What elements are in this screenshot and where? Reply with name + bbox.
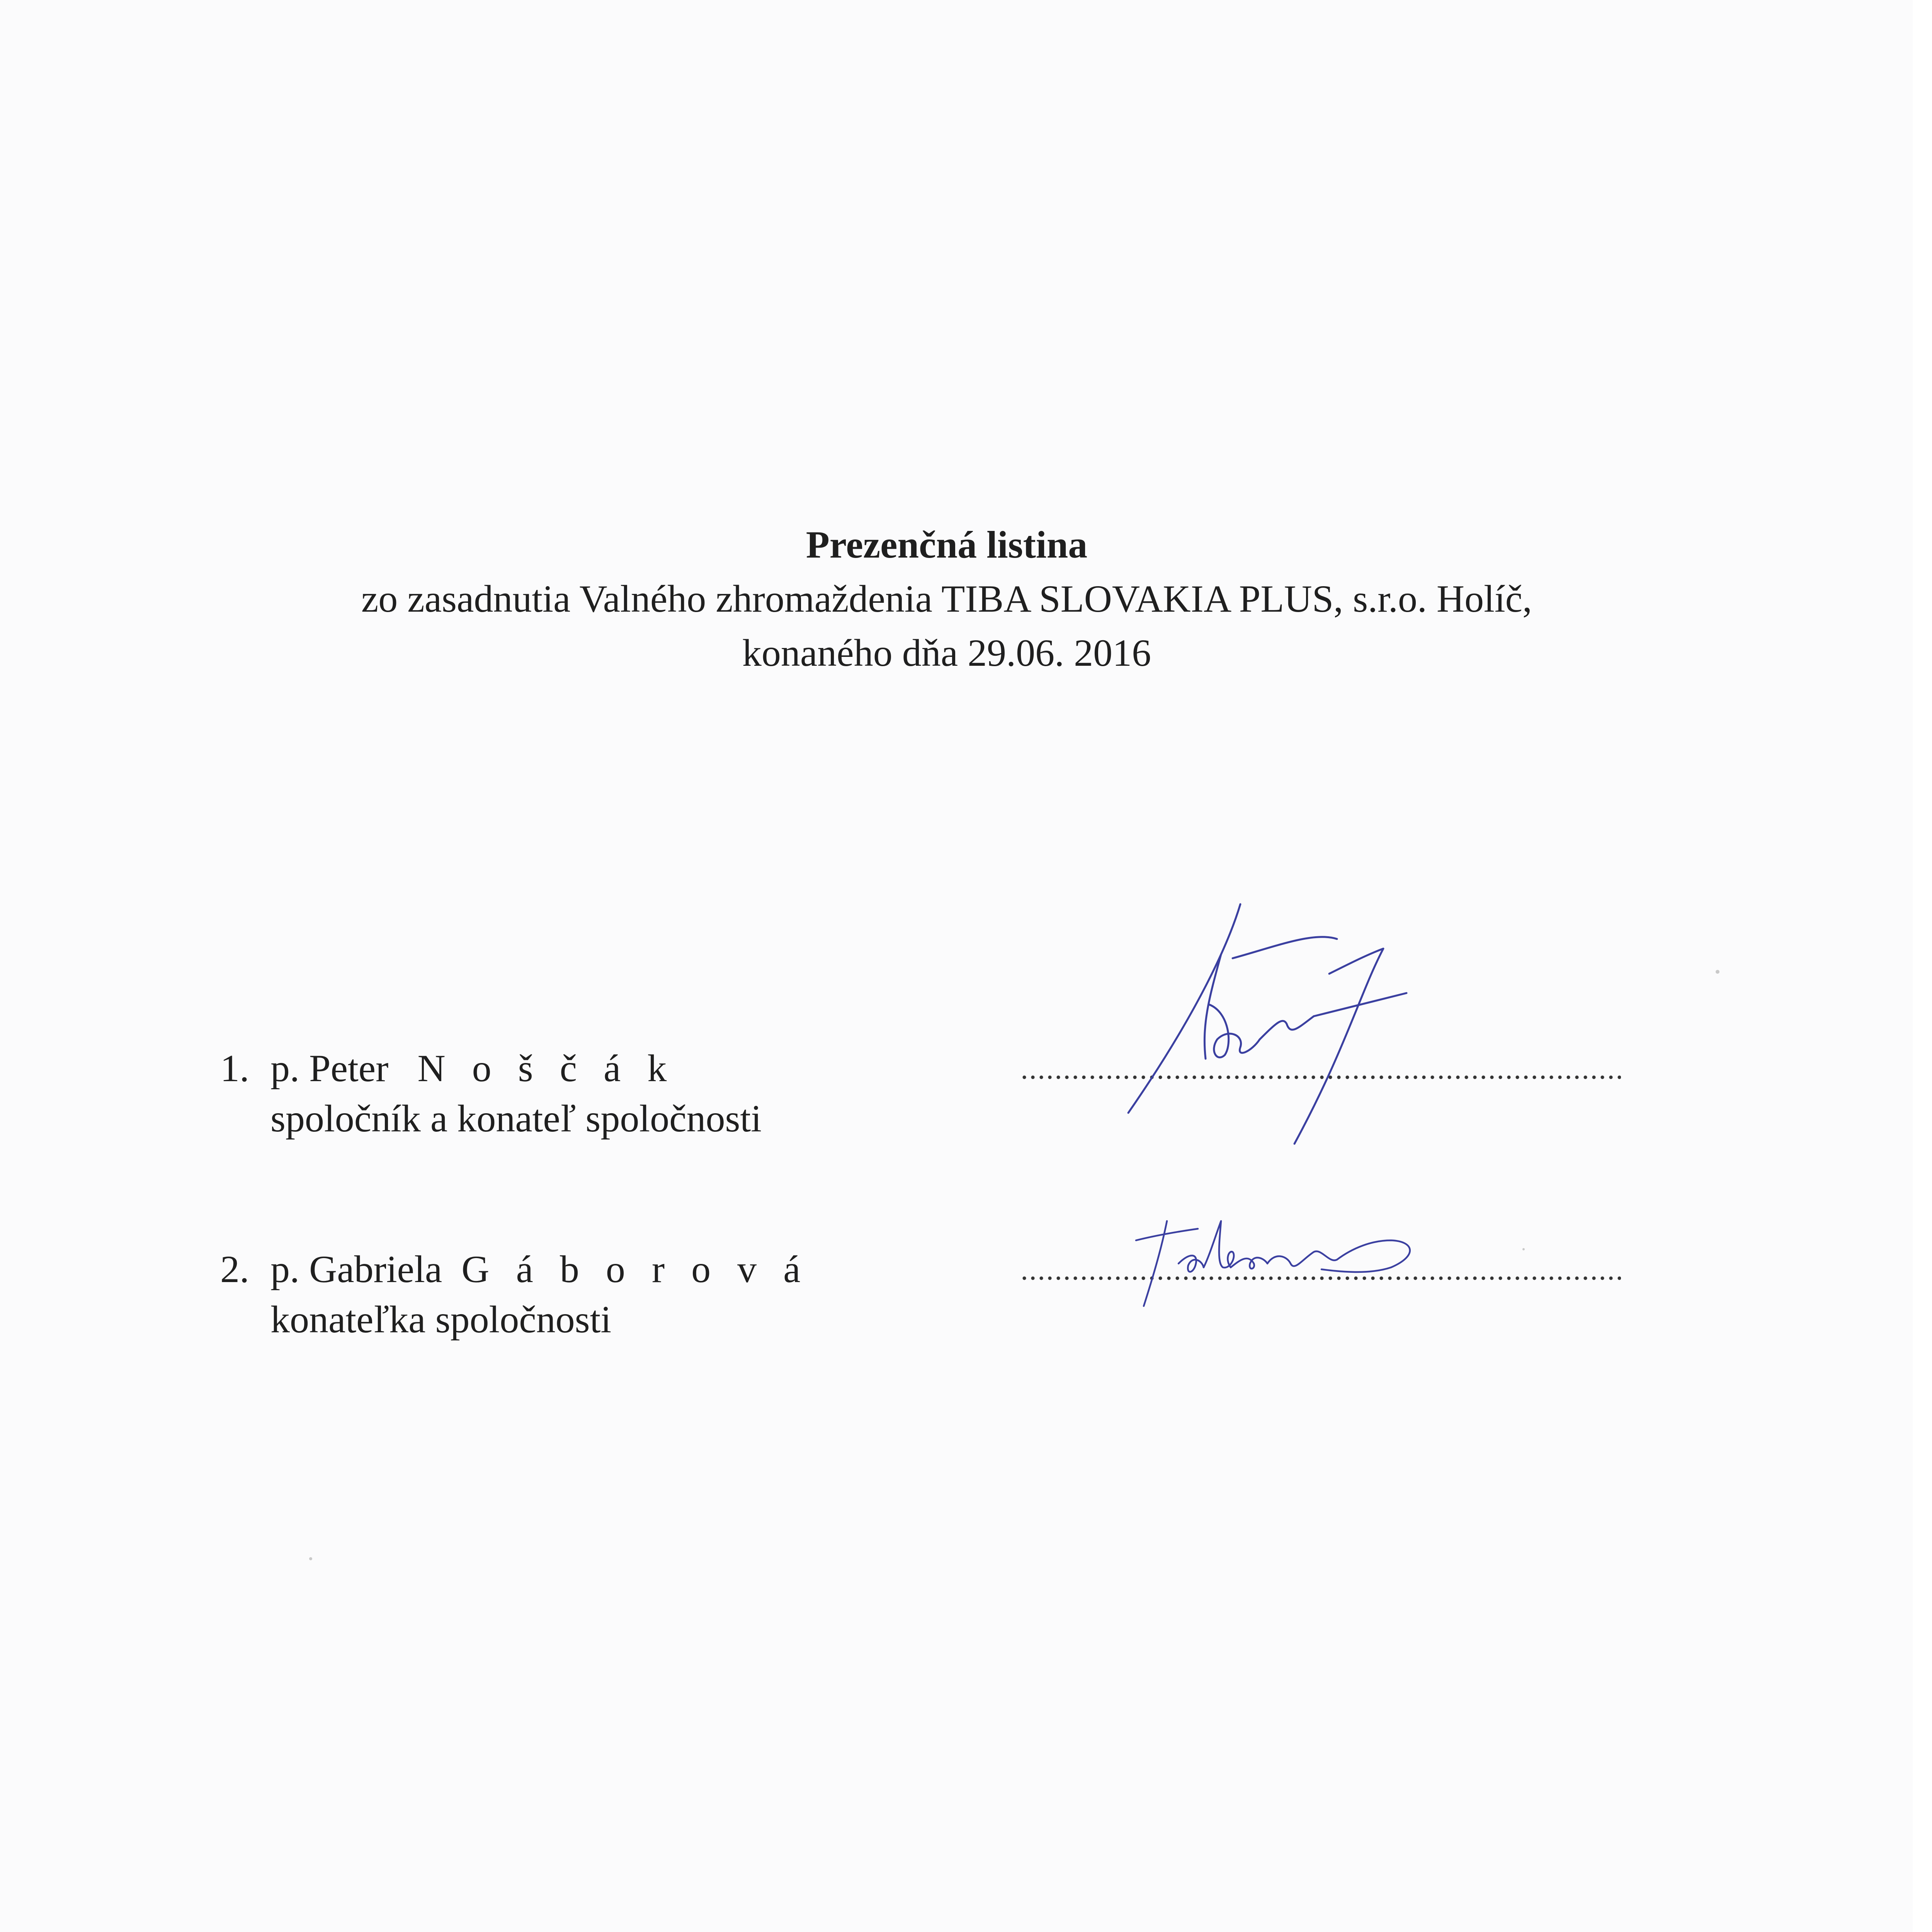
document-heading xyxy=(193,518,1700,680)
attendee-number: 1. xyxy=(220,1047,249,1090)
document-title: Prezenčná listina xyxy=(806,523,1088,566)
scan-margin-right xyxy=(1913,0,1932,1932)
signature-noscak xyxy=(1113,896,1519,1148)
scan-speck xyxy=(1522,1248,1525,1250)
attendee-role: spoločník a konateľ spoločnosti xyxy=(270,1097,762,1140)
attendee-prefix: p. Gabriela xyxy=(270,1248,442,1291)
attendee-role: konateľka spoločnosti xyxy=(270,1298,612,1341)
attendee-prefix: p. Peter xyxy=(270,1047,389,1090)
attendee-entry-2 xyxy=(220,1244,809,1345)
document-subtitle-line1: zo zasadnutia Valného zhromaždenia TIBA SLOVAKIA PLUS, s.r.o. Holíč, xyxy=(361,577,1532,620)
attendee-entry-1 xyxy=(220,1043,762,1144)
document-subtitle-line2: konaného dňa 29.06. 2016 xyxy=(742,631,1151,674)
scan-speck xyxy=(1716,970,1719,974)
attendee-surname: N o š č á k xyxy=(417,1047,675,1090)
signature-taborova xyxy=(1121,1206,1449,1321)
attendee-number: 2. xyxy=(220,1248,249,1291)
attendee-surname: G á b o r o v á xyxy=(461,1248,809,1291)
scan-speck xyxy=(309,1557,312,1560)
